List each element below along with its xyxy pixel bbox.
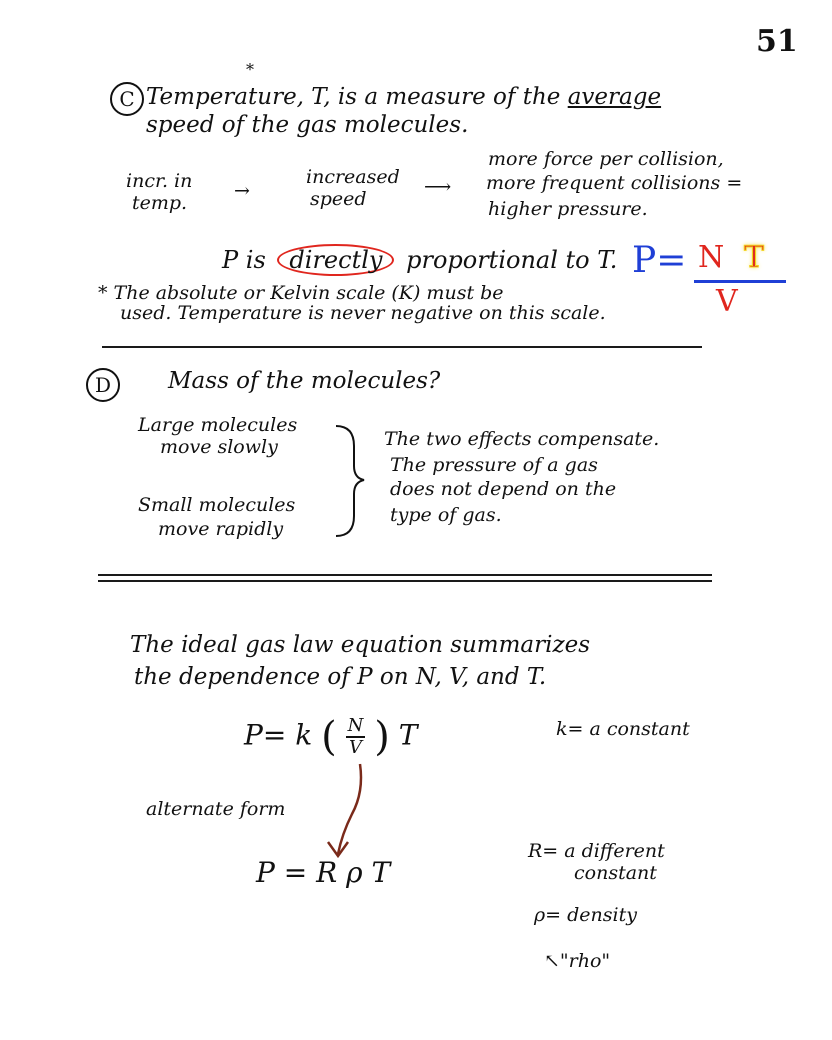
rho-note: ρ= density [534, 904, 637, 926]
formula-n: N [698, 240, 725, 275]
equation-2: P = R ρ T [256, 856, 391, 889]
formula-t: T [744, 240, 765, 275]
double-divider-top [98, 574, 712, 576]
asterisk: * [246, 60, 254, 79]
r-note-1: R= a different [528, 840, 665, 862]
chain-increased-1: increased [306, 166, 400, 188]
k-note: k= a constant [556, 718, 690, 740]
equation-1-paren: ( [321, 714, 337, 760]
prop-text-a: P is [222, 246, 266, 274]
chain-result-2: more frequent collisions = [486, 172, 743, 194]
double-divider-bottom [98, 580, 712, 582]
temperature-definition-line2: speed of the gas molecules. [146, 112, 469, 138]
ideal-gas-line2: the dependence of P on N, V, and T. [134, 664, 547, 690]
temperature-definition-line1 [146, 84, 661, 110]
proportional-statement [222, 244, 617, 276]
chain-result-1: more force per collision, [488, 148, 724, 170]
compensate-1: The two effects compensate. [384, 428, 660, 450]
directly-circled: directly [277, 244, 394, 276]
page-number: 51 [756, 24, 798, 59]
footnote-line2: used. Temperature is never negative on this scale. [120, 302, 606, 324]
equation-1-v: V [348, 737, 362, 758]
rho-name: ↖"rho" [544, 950, 611, 972]
chain-incr-temp-1: incr. in [126, 170, 193, 192]
equation-1-fraction [346, 716, 366, 758]
large-molecules-2: move slowly [160, 436, 278, 458]
average-underlined: average [567, 84, 662, 110]
small-molecules-1: Small molecules [138, 494, 296, 516]
compensate-4: type of gas. [390, 504, 502, 526]
formula-fraction-bar [694, 280, 786, 283]
prop-text-b: proportional to T. [406, 246, 618, 274]
alternate-form-label: alternate form [146, 798, 286, 820]
chain-arrow-2: ⟶ [424, 176, 452, 198]
section-marker-d: D [86, 368, 120, 402]
chain-increased-2: speed [310, 188, 367, 210]
footnote-line1: * The absolute or Kelvin scale (K) must be [98, 282, 504, 304]
curly-brace-icon [330, 420, 370, 540]
compensate-2: The pressure of a gas [390, 454, 598, 476]
chain-arrow-1: → [234, 180, 250, 202]
chain-result-3: higher pressure. [488, 198, 648, 220]
formula-p-equals: P= [632, 240, 687, 281]
equation-1-lhs: P= k [244, 718, 313, 752]
divider-1 [102, 346, 702, 348]
equation-1-n: N [347, 715, 364, 736]
equation-1-paren-close: ) [374, 714, 390, 760]
chain-incr-temp-2: temp. [132, 192, 188, 214]
equation-1-t: T [398, 718, 418, 752]
ideal-gas-line1: The ideal gas law equation summarizes [130, 632, 591, 658]
compensate-3: does not depend on the [390, 478, 617, 500]
formula-v: V [716, 284, 738, 319]
large-molecules-1: Large molecules [138, 414, 298, 436]
small-molecules-2: move rapidly [158, 518, 284, 540]
section-d-title: Mass of the molecules? [168, 368, 441, 394]
section-marker-c: C [110, 82, 144, 116]
r-note-2: constant [574, 862, 657, 884]
alternate-form-arrow-icon [326, 762, 376, 862]
equation-1 [244, 714, 417, 760]
definition-text: Temperature, T, is a measure of the [146, 84, 561, 110]
